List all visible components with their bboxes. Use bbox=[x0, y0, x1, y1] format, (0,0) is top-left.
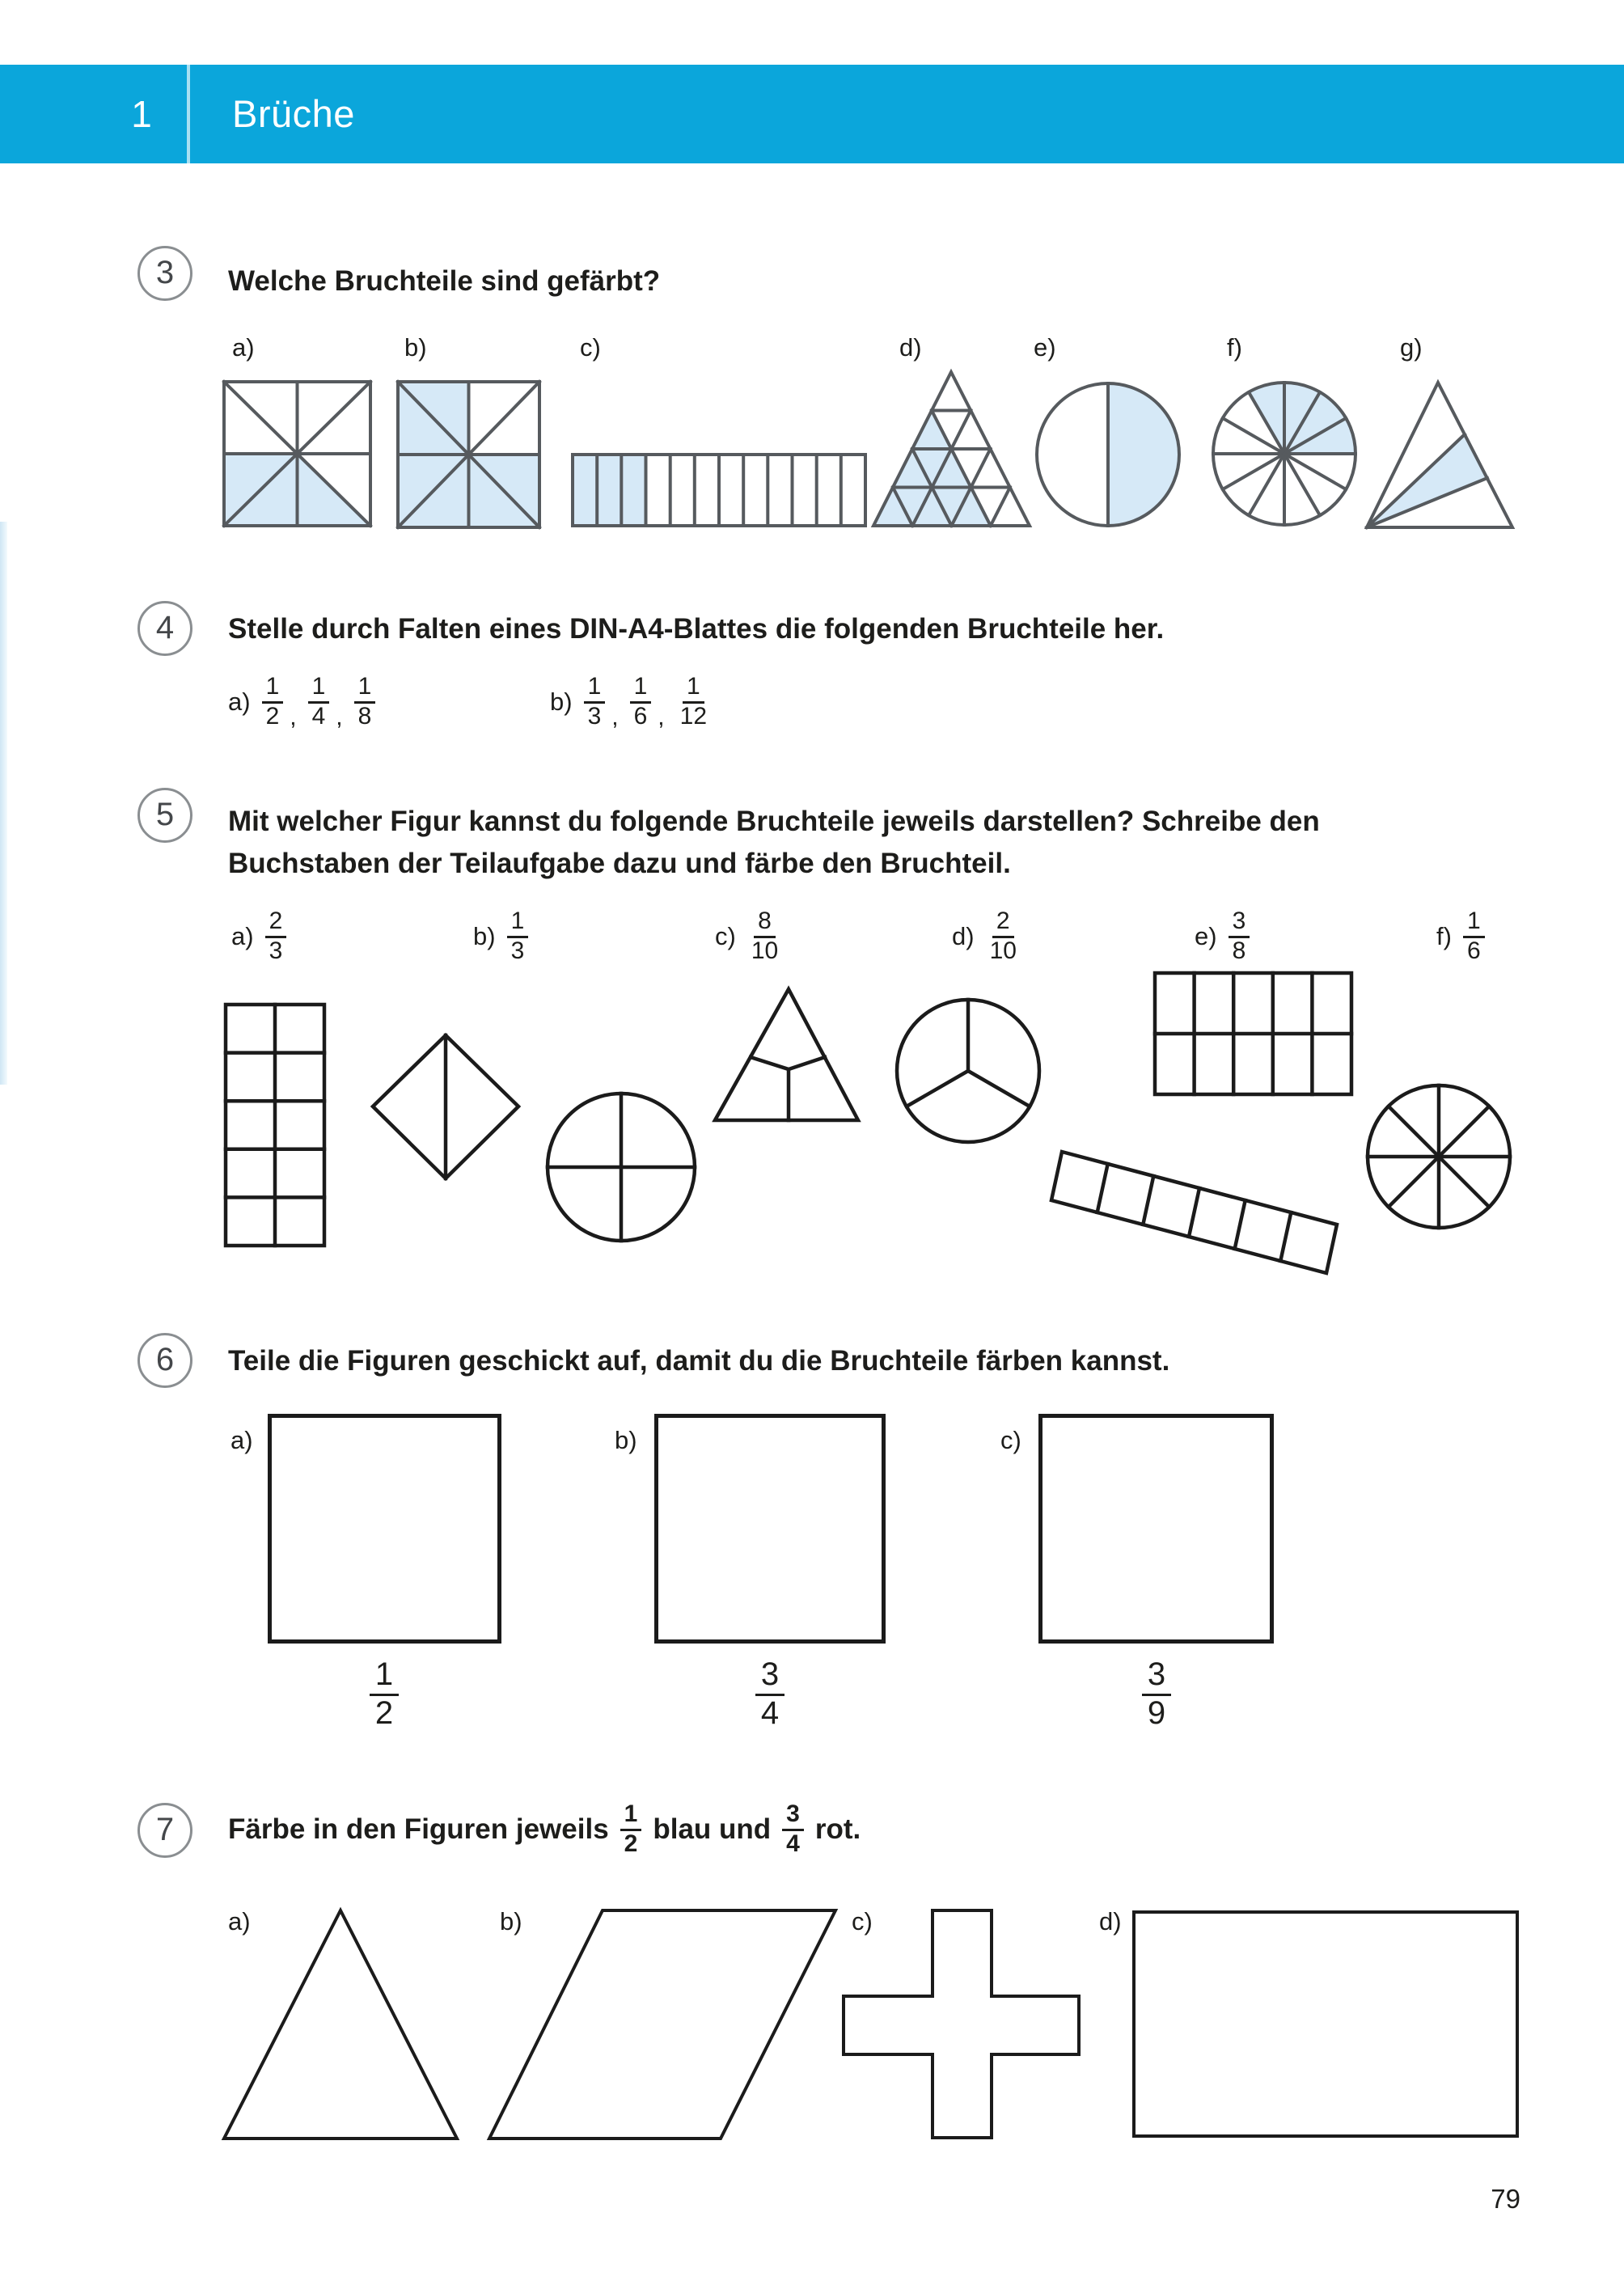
fraction: $\frac{1}{3}$ bbox=[507, 909, 529, 963]
part-label: c) bbox=[1000, 1426, 1021, 1454]
fraction: $\frac{1}{6}$ bbox=[630, 675, 652, 729]
comma: , bbox=[336, 704, 343, 730]
part-label: a) bbox=[228, 687, 251, 716]
exercise-3-number: 3 bbox=[137, 246, 192, 301]
figure-empty-triangle bbox=[214, 1901, 467, 2148]
fraction: $\frac{2}{3}$ bbox=[265, 909, 287, 963]
part-label: d) bbox=[952, 922, 975, 950]
exercise-5-part-e bbox=[1195, 899, 1250, 974]
figure-circle-halves bbox=[1031, 377, 1186, 532]
exercise-5-part-f bbox=[1436, 899, 1485, 974]
exercise-4-prompt: Stelle durch Falten eines DIN-A4-Blattes die folgenden Bruchteile her. bbox=[228, 613, 1165, 645]
exercise-4-number: 4 bbox=[137, 601, 192, 656]
part-label: c) bbox=[715, 922, 736, 950]
figure-empty-cross bbox=[834, 1901, 1089, 2147]
figure-rhombus-halves bbox=[367, 1030, 524, 1185]
fraction: $\frac{1}{3}$ bbox=[584, 675, 606, 729]
figure-rectangle-grid-2x5 bbox=[220, 999, 330, 1251]
chapter-number: 1 bbox=[131, 93, 152, 135]
exercise-5-part-c bbox=[715, 899, 782, 974]
figure-label: e) bbox=[1034, 333, 1056, 362]
part-label: f) bbox=[1436, 922, 1452, 950]
figure-label: a) bbox=[228, 1907, 251, 1936]
exercise-6-number: 6 bbox=[137, 1333, 192, 1388]
target-fraction-a: $\frac{1}{2}$ bbox=[348, 1658, 421, 1730]
exercise-5-number: 5 bbox=[137, 788, 192, 843]
exercise-5-prompt-line2: Buchstaben der Teilaufgabe dazu und färbe den Bruchteil. bbox=[228, 848, 1011, 879]
fraction-red: $\frac{3}{4}$ bbox=[782, 1802, 804, 1856]
figure-circle-eighths bbox=[1362, 1080, 1516, 1233]
figure-label: a) bbox=[232, 333, 255, 362]
comma: , bbox=[290, 704, 297, 730]
figure-label: g) bbox=[1400, 333, 1423, 362]
page-margin-tab bbox=[0, 522, 7, 1085]
exercise-5-prompt-line1: Mit welcher Figur kannst du folgende Bruchteile jeweils darstellen? Schreibe den bbox=[228, 806, 1320, 837]
fraction: $\frac{3}{8}$ bbox=[1229, 909, 1250, 963]
figure-label: b) bbox=[404, 333, 427, 362]
fraction: $\frac{1}{8}$ bbox=[354, 675, 376, 729]
figure-square-eighths-b bbox=[392, 376, 548, 535]
part-label: b) bbox=[473, 922, 496, 950]
chapter-title: Brüche bbox=[232, 92, 355, 135]
exercise-5-part-a bbox=[231, 899, 286, 974]
exercise-4-part-b bbox=[550, 665, 711, 739]
figure-label: d) bbox=[1099, 1907, 1122, 1936]
chapter-separator bbox=[187, 65, 190, 163]
figure-circle-thirds bbox=[891, 994, 1045, 1148]
exercise-4-part-a bbox=[228, 665, 375, 739]
part-label: e) bbox=[1195, 922, 1217, 950]
part-label: a) bbox=[230, 1426, 253, 1454]
exercise-7-prompt bbox=[228, 1789, 861, 1870]
fraction: $\frac{1}{12}$ bbox=[679, 673, 708, 730]
figure-triangle-sixteenths bbox=[865, 364, 1037, 534]
figure-slanted-strip-sixths bbox=[1042, 1143, 1343, 1282]
figure-label: c) bbox=[580, 333, 601, 362]
figure-square-eighths-a bbox=[218, 376, 377, 531]
figure-triangle-thirds-shaded bbox=[1359, 374, 1520, 536]
figure-label: b) bbox=[500, 1907, 522, 1936]
fraction: $\frac{8}{10}$ bbox=[751, 907, 779, 964]
figure-bar-twelfths bbox=[567, 449, 871, 531]
prompt-text: blau und bbox=[653, 1813, 772, 1845]
figure-circle-quarters bbox=[542, 1088, 700, 1246]
comma: , bbox=[611, 704, 619, 730]
chapter-header-bar bbox=[0, 65, 1624, 163]
fraction-blue: $\frac{1}{2}$ bbox=[620, 1802, 642, 1856]
fraction: $\frac{2}{10}$ bbox=[989, 907, 1017, 964]
figure-empty-parallelogram bbox=[480, 1901, 845, 2148]
exercise-5-part-b bbox=[473, 899, 528, 974]
prompt-text: rot. bbox=[814, 1813, 861, 1845]
exercise-5-part-d bbox=[952, 899, 1021, 974]
figure-circle-twelfths bbox=[1207, 376, 1362, 531]
figure-label: f) bbox=[1227, 333, 1242, 362]
part-label: b) bbox=[550, 687, 573, 716]
fraction: $\frac{1}{4}$ bbox=[308, 675, 330, 729]
target-fraction-c: $\frac{3}{9}$ bbox=[1120, 1658, 1193, 1730]
fraction: $\frac{1}{2}$ bbox=[262, 675, 284, 729]
part-label: a) bbox=[231, 922, 254, 950]
fraction: $\frac{1}{6}$ bbox=[1463, 909, 1485, 963]
part-label: b) bbox=[615, 1426, 637, 1454]
figure-rectangle-grid-5x2 bbox=[1149, 967, 1358, 1100]
target-fraction-b: $\frac{3}{4}$ bbox=[734, 1658, 806, 1730]
figure-label: d) bbox=[899, 333, 922, 362]
exercise-7-number: 7 bbox=[137, 1803, 192, 1858]
figure-triangle-thirds bbox=[709, 984, 868, 1126]
exercise-3-prompt: Welche Bruchteile sind gefärbt? bbox=[228, 265, 661, 297]
exercise-6-prompt: Teile die Figuren geschickt auf, damit du die Bruchteile färben kannst. bbox=[228, 1345, 1170, 1377]
figure-empty-rectangle bbox=[1132, 1910, 1519, 2138]
comma: , bbox=[658, 704, 665, 730]
prompt-text: Färbe in den Figuren jeweils bbox=[228, 1813, 609, 1845]
empty-square-a bbox=[268, 1414, 501, 1644]
empty-square-c bbox=[1038, 1414, 1274, 1644]
empty-square-b bbox=[654, 1414, 886, 1644]
figure-label: c) bbox=[852, 1907, 873, 1936]
page-number: 79 bbox=[1491, 2184, 1520, 2214]
